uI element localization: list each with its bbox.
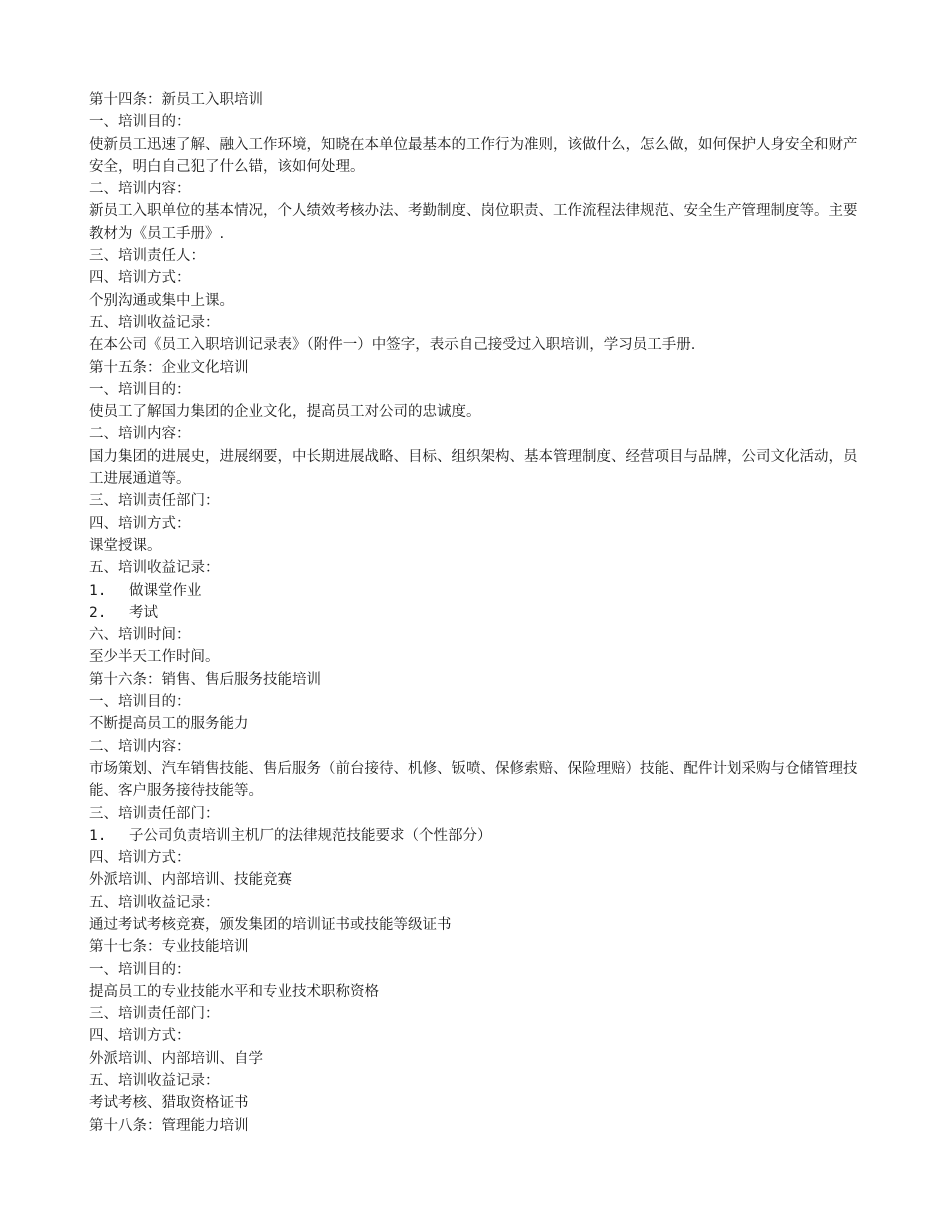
section-heading: 五、培训收益记录： <box>89 314 220 331</box>
section-heading: 二、培训内容： <box>89 738 191 755</box>
paragraph: 考试考核、猎取资格证书 <box>89 1095 249 1112</box>
section-heading: 五、培训收益记录： <box>89 1073 220 1090</box>
paragraph: 课堂授课。 <box>89 537 162 554</box>
paragraph: 使新员工迅速了解、融入工作环境，知晓在本单位最基本的工作行为准则，该做什么，怎么做，如何保护人身安全和财产安全，明白自己犯了什么错，该如何处理。 <box>89 136 858 175</box>
section-heading: 一、培训目的： <box>89 694 191 711</box>
list-item <box>89 825 864 847</box>
section-heading: 三、培训责任人： <box>89 248 205 265</box>
list-item-text: 考试 <box>129 604 158 621</box>
paragraph: 至少半天工作时间。 <box>89 649 220 666</box>
section-heading: 二、培训内容： <box>89 181 191 198</box>
section-heading: 四、培训方式： <box>89 850 191 867</box>
section-heading: 四、培训方式： <box>89 1028 191 1045</box>
paragraph: 个别沟通或集中上课。 <box>89 292 234 309</box>
paragraph: 外派培训、内部培训、自学 <box>89 1050 263 1067</box>
article-16-heading: 第十六条：销售、售后服务技能培训 <box>89 671 321 688</box>
paragraph: 不断提高员工的服务能力 <box>89 716 249 733</box>
paragraph: 新员工入职单位的基本情况，个人绩效考核办法、考勤制度、岗位职责、工作流程法律规范、安全生产管理制度等。主要教材为《员工手册》. <box>89 203 858 242</box>
section-heading: 五、培训收益记录： <box>89 894 220 911</box>
section-heading: 六、培训时间： <box>89 627 191 644</box>
section-heading: 二、培训内容： <box>89 426 191 443</box>
section-heading: 一、培训目的： <box>89 961 191 978</box>
paragraph: 外派培训、内部培训、技能竞赛 <box>89 872 292 889</box>
list-item-text: 做课堂作业 <box>129 582 202 599</box>
section-heading: 五、培训收益记录： <box>89 560 220 577</box>
list-item <box>89 580 864 602</box>
section-heading: 三、培训责任部门： <box>89 1006 220 1023</box>
list-item-number: 1. <box>89 582 107 599</box>
paragraph: 提高员工的专业技能水平和专业技术职称资格 <box>89 983 379 1000</box>
section-heading: 四、培训方式： <box>89 270 191 287</box>
article-14-heading: 第十四条：新员工入职培训 <box>89 92 263 108</box>
paragraph: 通过考试考核竞赛，颁发集团的培训证书或技能等级证书 <box>89 916 452 933</box>
list-item-text: 子公司负责培训主机厂的法律规范技能要求（个性部分） <box>129 827 492 844</box>
paragraph: 市场策划、汽车销售技能、售后服务（前台接待、机修、钣喷、保修索赔、保险理赔）技能、配件计划采购与仓储管理技能、客户服务接待技能等。 <box>89 760 858 800</box>
section-heading: 一、培训目的： <box>89 114 191 131</box>
section-heading: 三、培训责任部门： <box>89 493 220 510</box>
list-item <box>89 602 864 624</box>
paragraph: 国力集团的进展史，进展纲要，中长期进展战略、目标、组织架构、基本管理制度、经营项目与品牌，公司文化活动，员工进展通道等。 <box>89 448 858 488</box>
document-body <box>89 89 864 1137</box>
article-18-heading: 第十八条：管理能力培训 <box>89 1117 249 1134</box>
list-item-number: 1. <box>89 827 107 844</box>
list-item-number: 2. <box>89 604 107 621</box>
paragraph: 在本公司《员工入职培训记录表》（附件一）中签字，表示自己接受过入职培训，学习员工手册. <box>89 337 696 354</box>
section-heading: 三、培训责任部门： <box>89 805 220 822</box>
paragraph: 使员工了解国力集团的企业文化，提高员工对公司的忠诚度。 <box>89 404 481 421</box>
section-heading: 四、培训方式： <box>89 515 191 532</box>
article-15-heading: 第十五条：企业文化培训 <box>89 359 249 376</box>
article-17-heading: 第十七条：专业技能培训 <box>89 939 249 956</box>
section-heading: 一、培训目的： <box>89 381 191 398</box>
